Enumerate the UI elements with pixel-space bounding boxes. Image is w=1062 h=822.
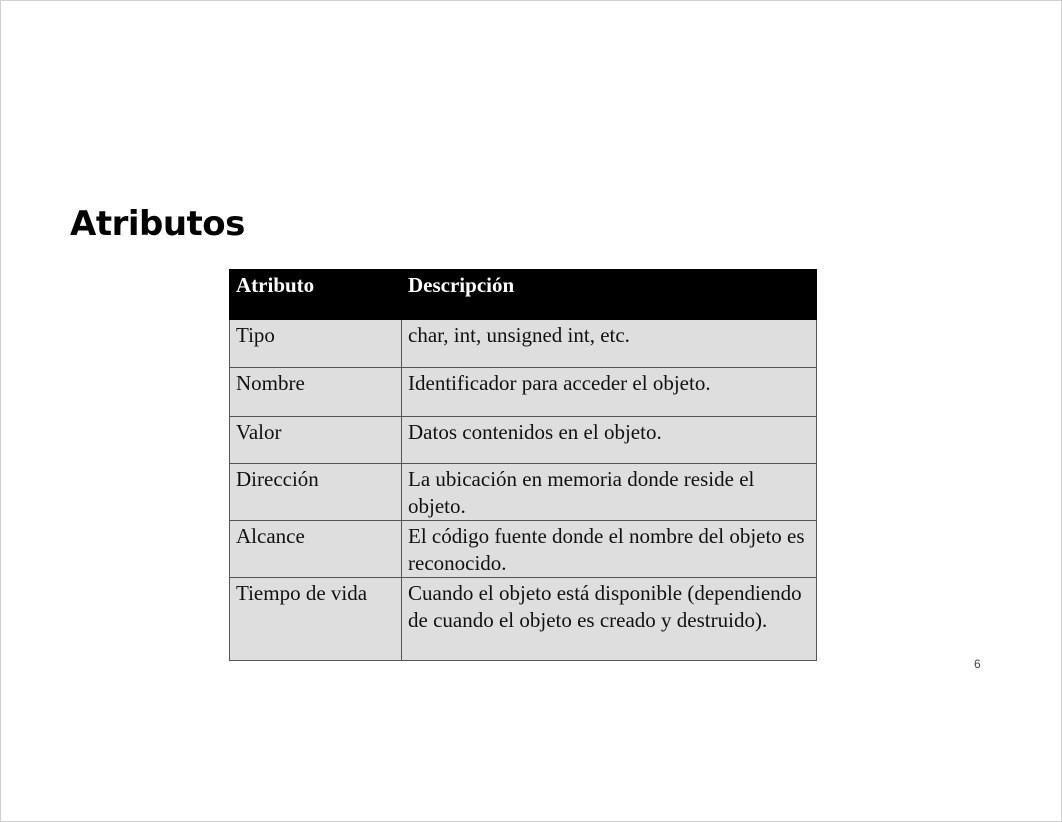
table-row xyxy=(230,464,817,521)
attribute-cell: Dirección xyxy=(230,464,402,521)
description-cell: char, int, unsigned int, etc. xyxy=(402,320,817,368)
page-number: 6 xyxy=(974,657,981,671)
table-row xyxy=(230,578,817,661)
table-row xyxy=(230,368,817,417)
attribute-cell: Tipo xyxy=(230,320,402,368)
table-row xyxy=(230,417,817,464)
table-row xyxy=(230,320,817,368)
attributes-table xyxy=(229,269,817,661)
description-cell: Cuando el objeto está disponible (dependiendo de cuando el objeto es creado y destruido). xyxy=(402,578,817,661)
attribute-cell: Valor xyxy=(230,417,402,464)
header-atributo: Atributo xyxy=(230,270,402,320)
table-row xyxy=(230,521,817,578)
description-cell: Identificador para acceder el objeto. xyxy=(402,368,817,417)
attribute-cell: Alcance xyxy=(230,521,402,578)
slide-title: Atributos xyxy=(70,204,245,244)
table-header-row xyxy=(230,270,817,320)
header-descripcion: Descripción xyxy=(402,270,817,320)
attribute-cell: Tiempo de vida xyxy=(230,578,402,661)
attribute-cell: Nombre xyxy=(230,368,402,417)
description-cell: El código fuente donde el nombre del objeto es reconocido. xyxy=(402,521,817,578)
description-cell: Datos contenidos en el objeto. xyxy=(402,417,817,464)
description-cell: La ubicación en memoria donde reside el objeto. xyxy=(402,464,817,521)
